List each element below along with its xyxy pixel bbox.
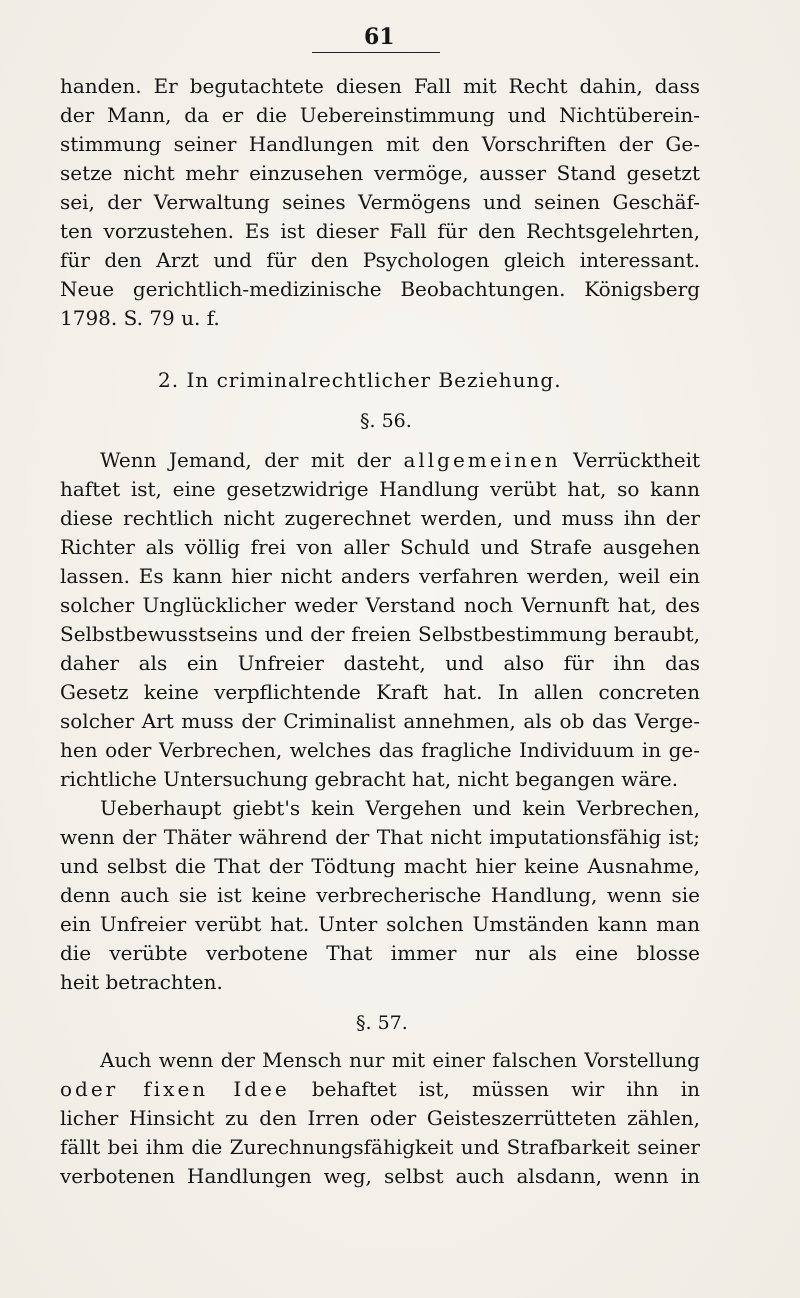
paragraph-56	[60, 446, 700, 794]
emphasis-text: oder fixen Idee	[60, 1077, 290, 1101]
text-line: diese rechtlich nicht zugerechnet werden, und muss ihn der	[60, 506, 700, 530]
text-line: richtliche Untersuchung gebracht hat, nicht begangen wäre.	[60, 767, 679, 791]
text-line: stimmung seiner Handlungen mit den Vorschriften der Ge-	[60, 132, 700, 156]
text-line: haftet ist, eine gesetzwidrige Handlung verübt hat, so kann	[60, 477, 700, 501]
section-heading: 2. In criminalrechtlicher Beziehung.	[158, 368, 562, 392]
page-number-rule	[312, 52, 440, 53]
text-line: fällt bei ihm die Zurechnungsfähigkeit und Strafbarkeit seiner	[60, 1135, 700, 1159]
text-line: die verübte verbotene That immer nur als eine blosse	[60, 941, 700, 965]
text-line: setze nicht mehr einzusehen vermöge, ausser Stand gesetzt	[60, 161, 700, 185]
text-line: solcher Unglücklicher weder Verstand noch Vernunft hat, des	[60, 593, 700, 617]
emphasis-text: allgemeinen	[403, 448, 561, 472]
text-line: der Mann, da er die Uebereinstimmung und Nichtüberein-	[60, 103, 700, 127]
text-line: denn auch sie ist keine verbrecherische Handlung, wenn sie	[60, 883, 700, 907]
text-run: Wenn Jemand, der mit der	[100, 448, 404, 472]
text-line: und selbst die That der Tödtung macht hier keine Ausnahme,	[60, 854, 700, 878]
text-line: Gesetz keine verpflichtende Kraft hat. In allen concreten	[60, 680, 700, 704]
text-line: wenn der Thäter während der That nicht imputationsfähig ist;	[60, 825, 700, 849]
text-line: sei, der Verwaltung seines Vermögens und seinen Geschäf-	[60, 190, 700, 214]
text-line: solcher Art muss der Criminalist annehmen, als ob das Verge-	[60, 709, 700, 733]
section-marker-57: §. 57.	[356, 1012, 408, 1034]
text-line: Selbstbewusstseins und der freien Selbstbestimmung beraubt,	[60, 622, 700, 646]
paragraph-57	[60, 1046, 700, 1191]
text-line: ten vorzustehen. Es ist dieser Fall für den Rechtsgelehrten,	[60, 219, 700, 243]
continuation-paragraph	[60, 72, 700, 333]
text-line	[60, 1075, 700, 1104]
text-line: 1798. S. 79 u. f.	[60, 306, 220, 330]
text-line: lassen. Es kann hier nicht anders verfahren werden, weil ein	[60, 564, 700, 588]
text-line: Neue gerichtlich-medizinische Beobachtungen. Königsberg	[60, 277, 700, 301]
text-run: behaftet ist, müssen wir ihn in	[311, 1077, 700, 1101]
text-line: ein Unfreier verübt hat. Unter solchen Umständen kann man	[60, 912, 700, 936]
text-line: Auch wenn der Mensch nur mit einer falschen Vorstellung	[100, 1048, 700, 1072]
section-marker-56: §. 56.	[360, 410, 412, 432]
text-line: hen oder Verbrechen, welches das fragliche Individuum in ge-	[60, 738, 700, 762]
text-line: Ueberhaupt giebt's kein Vergehen und kein Verbrechen,	[100, 796, 700, 820]
text-line: daher als ein Unfreier dasteht, und also für ihn das	[60, 651, 700, 675]
text-line	[60, 446, 700, 475]
page-number: 61	[364, 24, 395, 50]
text-line: heit betrachten.	[60, 970, 223, 994]
paragraph-56b	[60, 794, 700, 997]
text-line: für den Arzt und für den Psychologen gleich interessant.	[60, 248, 700, 272]
text-line: verbotenen Handlungen weg, selbst auch alsdann, wenn in	[60, 1164, 700, 1188]
text-line: handen. Er begutachtete diesen Fall mit Recht dahin, dass	[60, 74, 700, 98]
text-run: Verrücktheit	[573, 448, 700, 472]
text-line: licher Hinsicht zu den Irren oder Geisteszerrütteten zählen,	[60, 1106, 700, 1130]
text-line: Richter als völlig frei von aller Schuld und Strafe ausgehen	[60, 535, 700, 559]
